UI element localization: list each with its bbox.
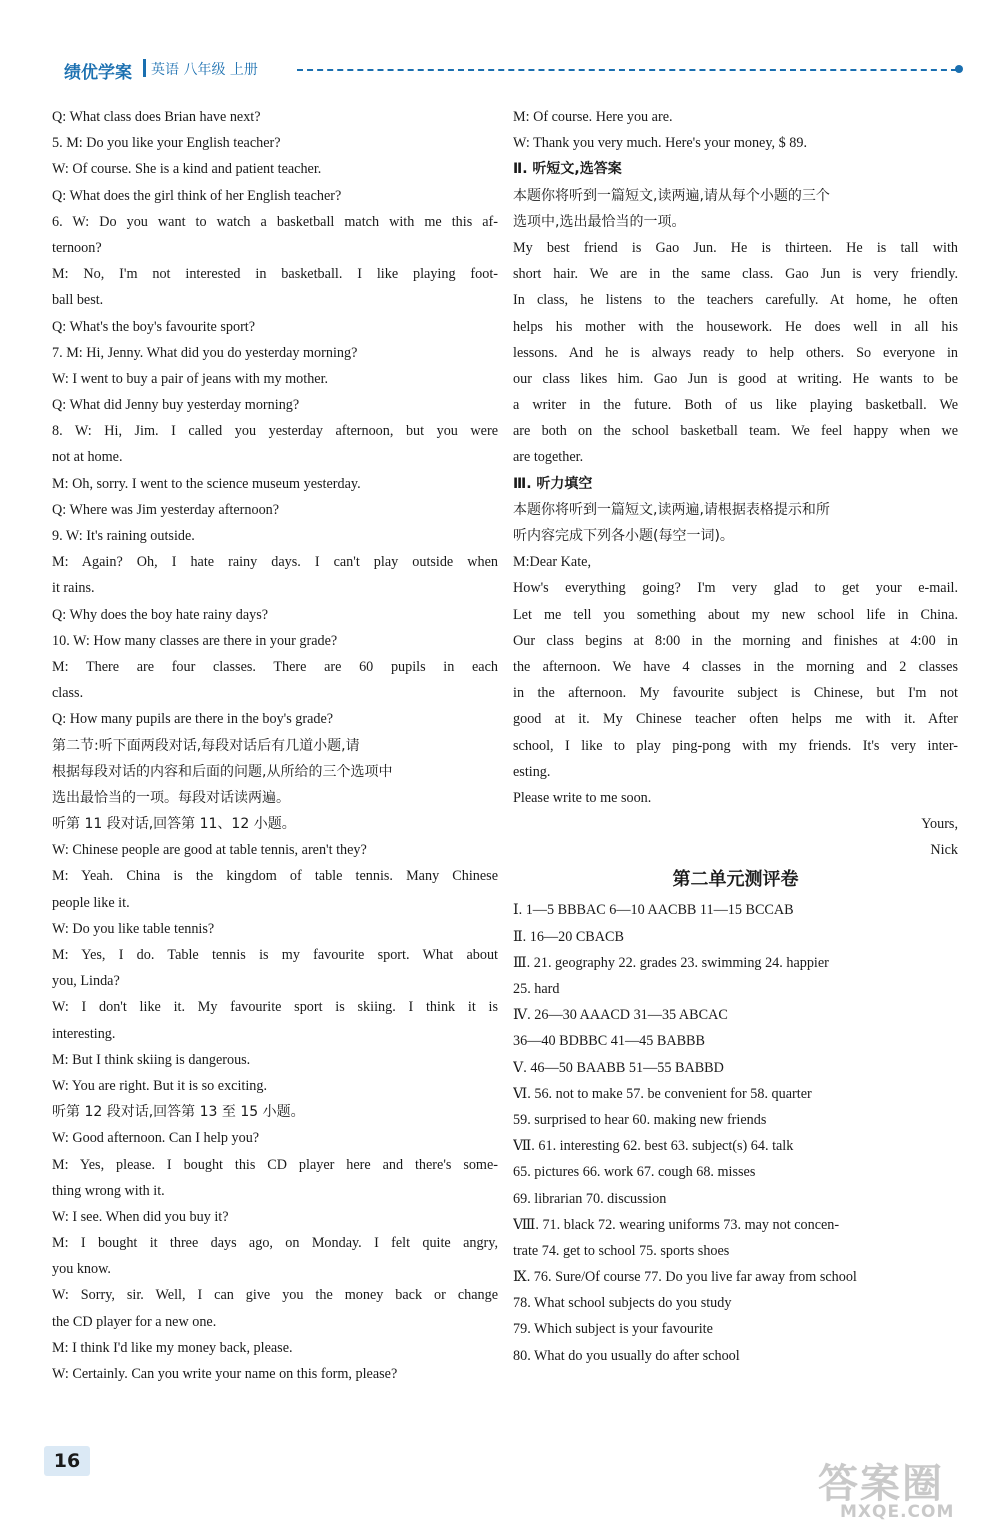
text-line: M: Again? Oh, I hate rainy days. I can't play outside when <box>52 554 498 571</box>
text-line: short hair. We are in the same class. Gao Jun is very friendly. <box>513 266 958 283</box>
watermark-glyphs: 答案圈 <box>818 1461 944 1507</box>
text-line: M:Dear Kate, <box>513 554 591 571</box>
text-line: 9. W: It's raining outside. <box>52 528 195 544</box>
text-line: Q: What did Jenny buy yesterday morning? <box>52 397 300 414</box>
text-line: Q: What does the girl think of her English teacher? <box>52 187 342 204</box>
text-line: 59. surprised to hear 60. making new friends <box>513 1111 767 1128</box>
text-line: Ⅷ. 71. black 72. wearing uniforms 73. may not concen- <box>513 1216 840 1233</box>
text-line: 根据每段对话的内容和后面的问题,从所给的三个选项中 <box>52 763 393 780</box>
text-line: the afternoon. We have 4 classes in the morning and 2 classes <box>513 658 958 675</box>
text-line: 25. hard <box>513 981 560 997</box>
brand-title: 绩优学案 <box>64 63 132 83</box>
text-line: W: Do you like table tennis? <box>52 920 215 937</box>
text-line: 36—40 BDBBC 41—45 BABBB <box>513 1033 705 1050</box>
text-line: M: Yes, I do. Table tennis is my favourite sport. What about <box>52 947 498 963</box>
text-line: the CD player for a new one. <box>52 1313 217 1330</box>
page-header <box>55 56 965 82</box>
text-line: Ⅲ. 21. geography 22. grades 23. swimming 24. happier <box>513 954 829 971</box>
text-line: Ⅴ. 46—50 BAABB 51—55 BABBD <box>513 1059 724 1076</box>
text-line: W: I see. When did you buy it? <box>52 1208 229 1225</box>
text-line: 第二节:听下面两段对话,每段对话后有几道小题,请 <box>52 737 360 754</box>
text-line: 10. W: How many classes are there in your grade? <box>52 632 338 649</box>
section-heading: Ⅲ. 听力填空 <box>513 475 593 492</box>
header-dashed-rule <box>297 69 957 71</box>
text-line: In class, he listens to the teachers carefully. At home, he often <box>513 292 958 309</box>
text-line: W: Certainly. Can you write your name on this form, please? <box>52 1366 398 1382</box>
text-line: Q: How many pupils are there in the boy's grade? <box>52 711 334 728</box>
text-line: people like it. <box>52 894 130 911</box>
text-line: W: Thank you very much. Here's your money, $ 89. <box>513 135 807 152</box>
text-line: ternoon? <box>52 239 102 256</box>
text-line: Ⅶ. 61. interesting 62. best 63. subject(s) 64. talk <box>513 1138 794 1155</box>
text-line: W: Chinese people are good at table tennis, aren't they? <box>52 842 367 859</box>
text-line: M: Of course. Here you are. <box>513 109 673 125</box>
text-line: lessons. And he is always ready to help others. So everyone in <box>513 344 958 361</box>
text-line: 本题你将听到一篇短文,读两遍,请从每个小题的三个 <box>513 187 830 204</box>
text-line: our class likes him. Gao Jun is good at writing. He wants to be <box>513 370 958 387</box>
text-line: helps his mother with the housework. He does well in all his <box>513 318 958 335</box>
right-column <box>513 104 958 1369</box>
text-line: 听内容完成下列各小题(每空一词)。 <box>513 528 734 544</box>
text-line: thing wrong with it. <box>52 1182 165 1199</box>
text-line: school, I like to play ping-pong with my friends. It's very inter- <box>513 737 958 754</box>
header-divider <box>143 59 146 77</box>
text-line: 69. librarian 70. discussion <box>513 1190 667 1207</box>
text-line: a writer in the future. Both of us like playing basketball. We <box>513 397 958 414</box>
section-heading: Ⅱ. 听短文,选答案 <box>513 161 622 178</box>
text-line: M: I think I'd like my money back, please. <box>52 1339 293 1356</box>
text-line: Ⅸ. 76. Sure/Of course 77. Do you live far away from school <box>513 1269 857 1286</box>
text-line: Ⅳ. 26—30 AAACD 31—35 ABCAC <box>513 1007 728 1024</box>
text-line: you know. <box>52 1261 111 1278</box>
text-line: M: I bought it three days ago, on Monday. I felt quite angry, <box>52 1235 498 1252</box>
text-line: 选出最恰当的一项。每段对话读两遍。 <box>52 789 290 806</box>
text-line: Ⅰ. 1—5 BBBAC 6—10 AACBB 11—15 BCCAB <box>513 902 794 919</box>
text-line: M: But I think skiing is dangerous. <box>52 1051 251 1068</box>
text-line: Q: What class does Brian have next? <box>52 109 261 125</box>
text-line: you, Linda? <box>52 973 120 990</box>
text-line: ball best. <box>52 292 104 309</box>
text-line: esting. <box>513 763 551 780</box>
text-line: not at home. <box>52 449 123 466</box>
text-line: M: There are four classes. There are 60 pupils in each <box>52 658 498 675</box>
text-line: 选项中,选出最恰当的一项。 <box>513 213 686 230</box>
section-title: 第二单元测评卷 <box>672 869 799 891</box>
page-number: 16 <box>44 1446 90 1476</box>
watermark-logo <box>812 1452 982 1524</box>
text-line: interesting. <box>52 1025 116 1042</box>
text-line: 80. What do you usually do after school <box>513 1347 740 1364</box>
text-line: Q: Where was Jim yesterday afternoon? <box>52 501 280 518</box>
header-dot <box>955 65 963 73</box>
text-line: are both on the school basketball team. We feel happy when we <box>513 423 958 440</box>
text-line: Yours, <box>921 816 958 833</box>
text-line: class. <box>52 685 84 702</box>
text-line: M: No, I'm not interested in basketball. I like playing foot- <box>52 266 498 283</box>
text-line: How's everything going? I'm very glad to get your e-mail. <box>513 580 958 597</box>
text-line: M: Oh, sorry. I went to the science museum yesterday. <box>52 475 361 492</box>
text-line: W: Of course. She is a kind and patient teacher. <box>52 161 322 178</box>
text-line: Q: Why does the boy hate rainy days? <box>52 606 269 623</box>
text-line: 听第 11 段对话,回答第 11、12 小题。 <box>52 816 296 833</box>
text-line: W: I went to buy a pair of jeans with my mother. <box>52 370 329 387</box>
text-line: trate 74. get to school 75. sports shoes <box>513 1242 730 1259</box>
text-line: it rains. <box>52 580 95 597</box>
text-line: Nick <box>930 842 958 859</box>
text-line: W: Sorry, sir. Well, I can give you the money back or change <box>52 1287 498 1304</box>
text-line: W: You are right. But it is so exciting. <box>52 1077 268 1094</box>
text-line: 65. pictures 66. work 67. cough 68. misses <box>513 1164 756 1181</box>
text-line: 8. W: Hi, Jim. I called you yesterday afternoon, but you were <box>52 423 498 440</box>
text-line: 7. M: Hi, Jenny. What did you do yesterday morning? <box>52 344 358 361</box>
text-line: in the afternoon. My favourite subject is Chinese, but I'm not <box>513 685 958 702</box>
text-line: 5. M: Do you like your English teacher? <box>52 135 281 152</box>
text-line: M: Yes, please. I bought this CD player here and there's some- <box>52 1156 498 1173</box>
text-line: 听第 12 段对话,回答第 13 至 15 小题。 <box>52 1104 305 1121</box>
watermark-url: MXQE.COM <box>840 1502 955 1522</box>
text-line: W: I don't like it. My favourite sport is skiing. I think it is <box>52 999 498 1016</box>
text-line: 78. What school subjects do you study <box>513 1295 732 1312</box>
text-line: Ⅱ. 16—20 CBACB <box>513 928 624 945</box>
text-line: Let me tell you something about my new school life in China. <box>513 606 958 623</box>
text-line: Ⅵ. 56. not to make 57. be convenient for 58. quarter <box>513 1085 812 1102</box>
text-line: Q: What's the boy's favourite sport? <box>52 318 256 335</box>
text-line: Our class begins at 8:00 in the morning and finishes at 4:00 in <box>513 632 958 649</box>
text-line: 本题你将听到一篇短文,读两遍,请根据表格提示和所 <box>513 501 830 518</box>
text-line: are together. <box>513 449 584 466</box>
text-line: 79. Which subject is your favourite <box>513 1321 713 1338</box>
left-column <box>52 104 498 1387</box>
text-line: Please write to me soon. <box>513 789 652 806</box>
text-line: good at it. My Chinese teacher often helps me with it. After <box>513 711 958 728</box>
text-line: M: Yeah. China is the kingdom of table tennis. Many Chinese <box>52 868 498 885</box>
book-subject: 英语 八年级 上册 <box>151 62 258 78</box>
text-line: My best friend is Gao Jun. He is thirteen. He is tall with <box>513 239 958 256</box>
text-line: W: Good afternoon. Can I help you? <box>52 1130 260 1147</box>
text-line: 6. W: Do you want to watch a basketball match with me this af- <box>52 213 498 230</box>
